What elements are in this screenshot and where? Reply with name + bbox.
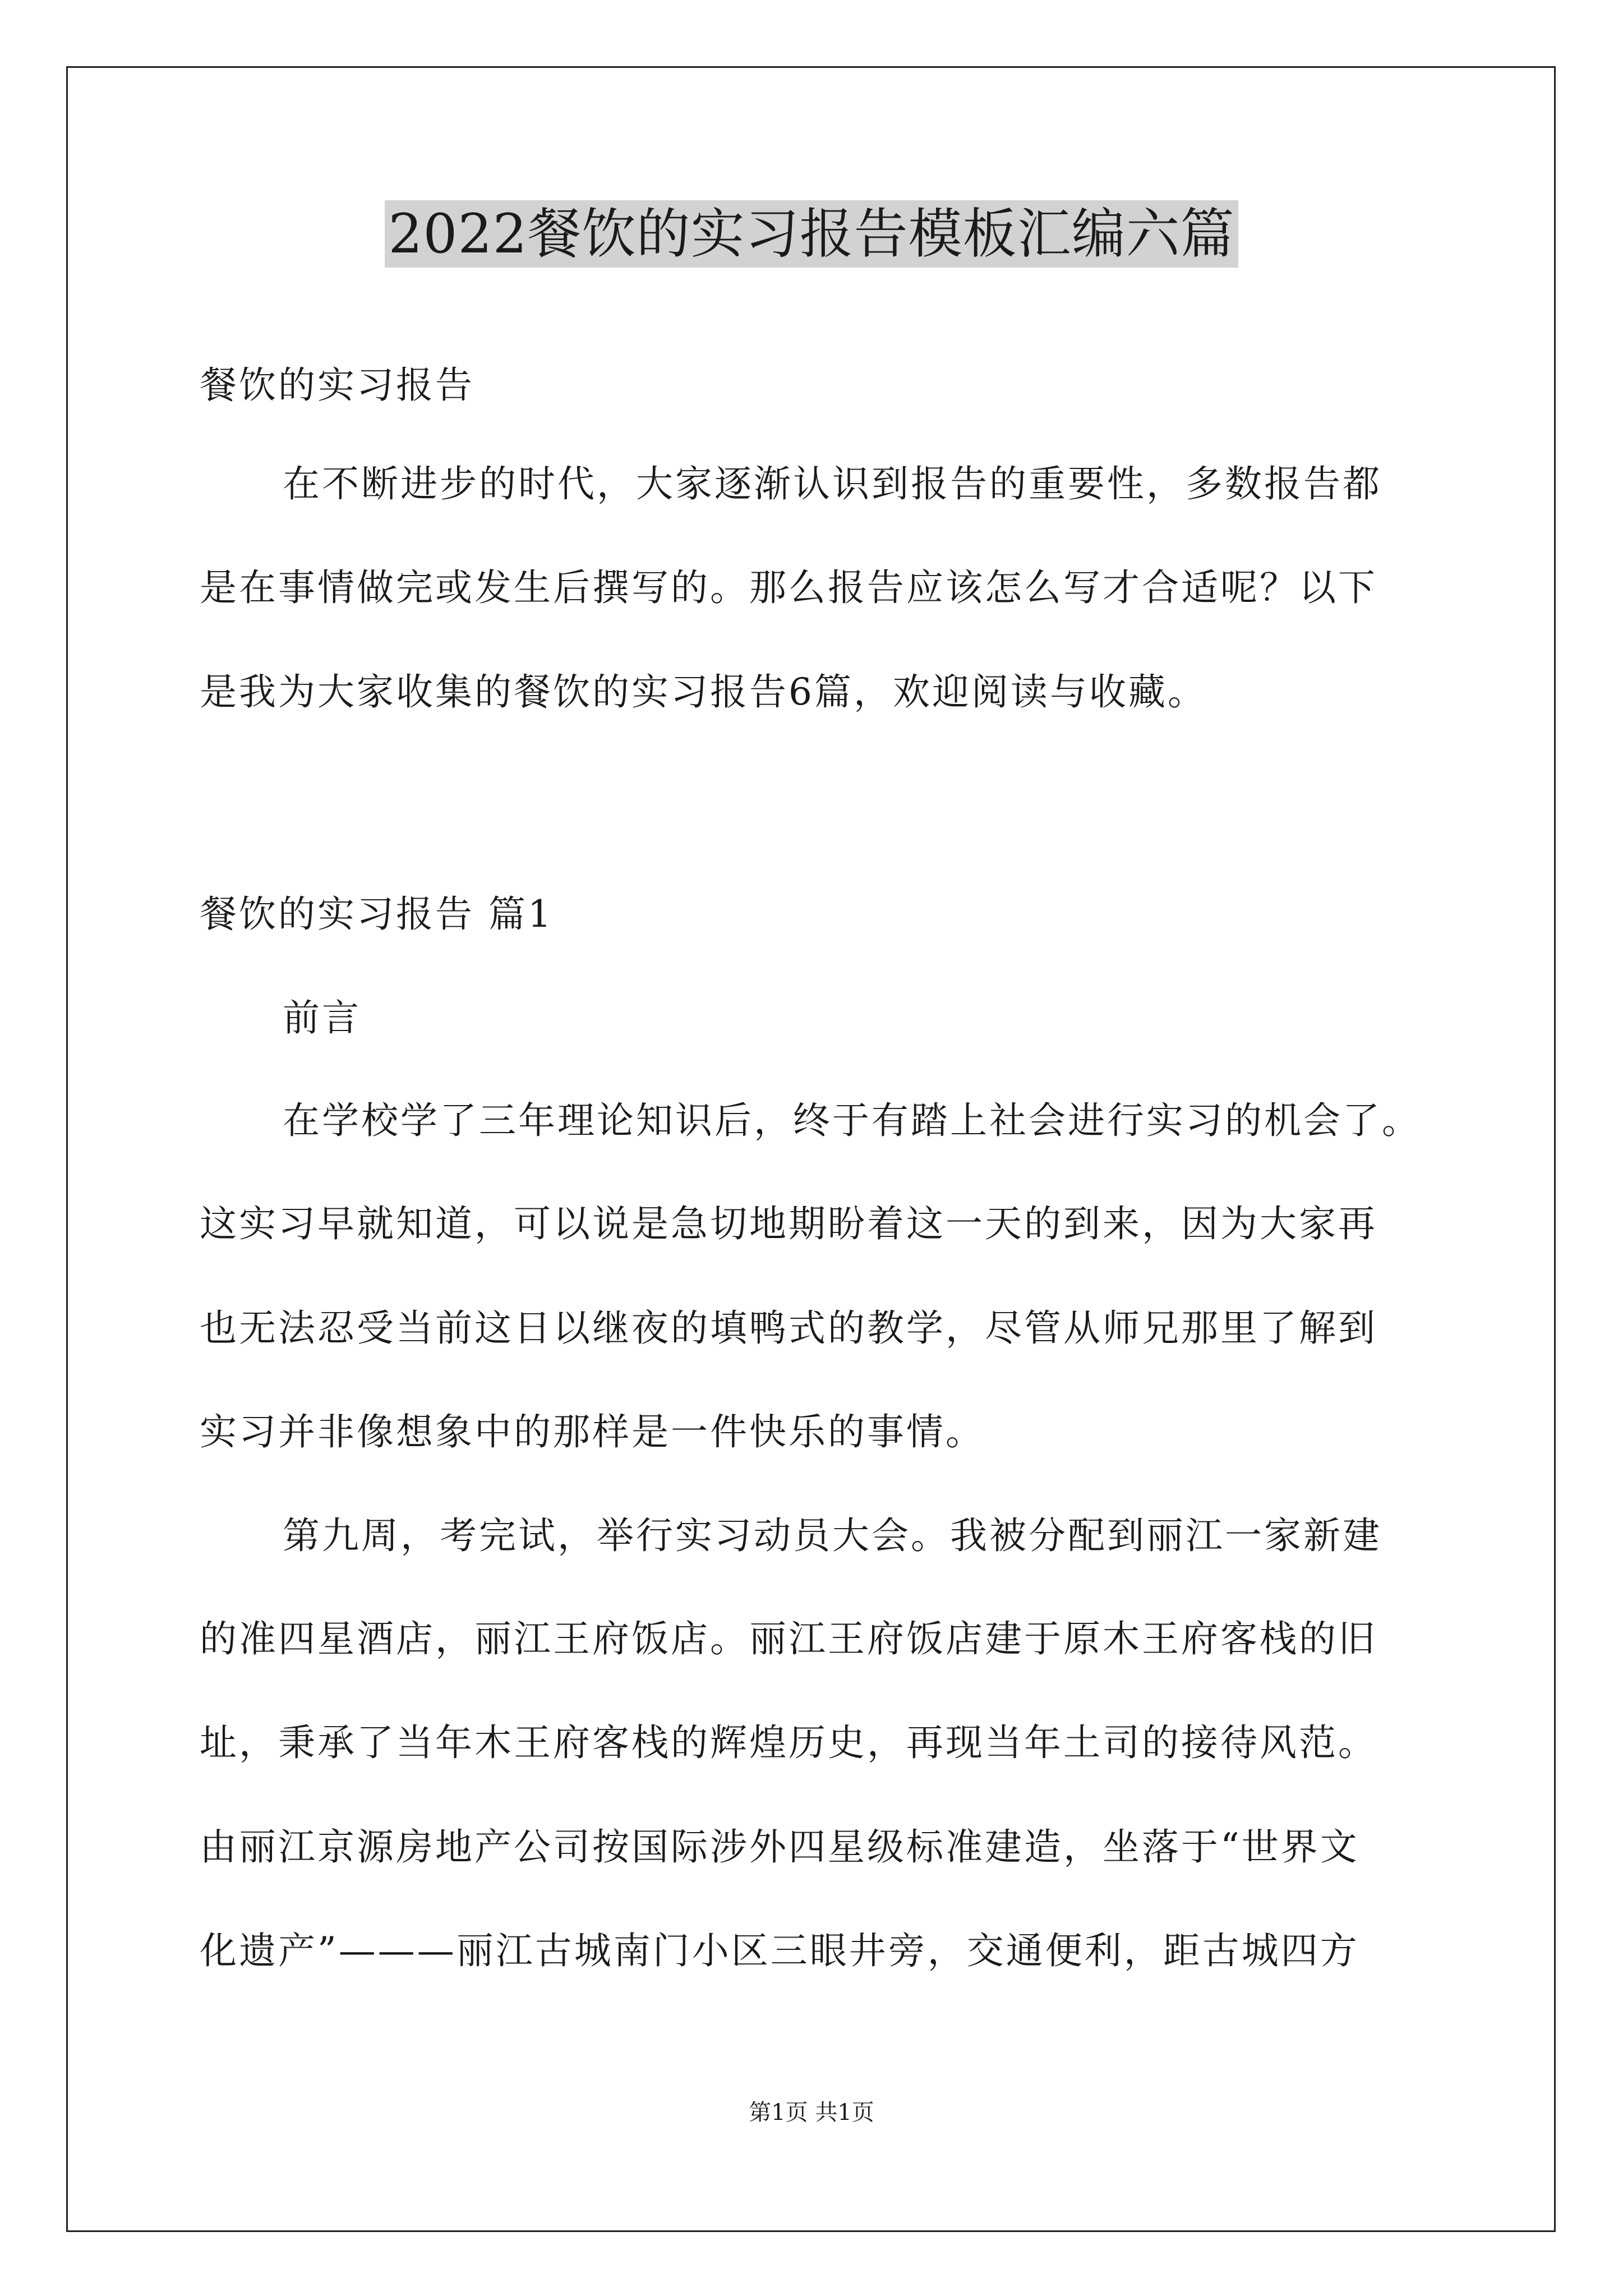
intro-line: 是我为大家收集的餐饮的实习报告6篇，欢迎阅读与收藏。 [200,670,1207,714]
paragraph-line: 的准四星酒店，丽江王府饭店。丽江王府饭店建于原木王府客栈的旧 [200,1617,1377,1660]
page-number-footer: 第1页 共1页 [749,2100,874,2125]
paragraph-line: 这实习早就知道，可以说是急切地期盼着这一天的到来，因为大家再 [200,1202,1377,1245]
intro-line: 在不断进步的时代，大家逐渐认识到报告的重要性，多数报告都 [283,462,1382,505]
document-title-text: 2022餐饮的实习报告模板汇编六篇 [385,200,1238,268]
document-title [0,197,1623,270]
section-heading-part1: 餐饮的实习报告 篇1 [200,892,554,936]
paragraph-line: 由丽江京源房地产公司按国际涉外四星级标准建造，坐落于“世界文 [200,1825,1359,1869]
paragraph-line: 址，秉承了当年木王府客栈的辉煌历史，再现当年土司的接待风范。 [200,1721,1377,1764]
paragraph-line: 在学校学了三年理论知识后，终于有踏上社会进行实习的机会了。 [283,1099,1421,1142]
intro-line: 是在事情做完或发生后撰写的。那么报告应该怎么写才合适呢？以下 [200,566,1377,609]
preface-label: 前言 [283,996,361,1039]
paragraph-line: 化遗产”———丽江古城南门小区三眼井旁，交通便利，距古城四方 [200,1929,1359,1972]
paragraph-line: 实习并非像想象中的那样是一件快乐的事情。 [200,1410,985,1453]
section-heading-main: 餐饮的实习报告 [200,364,474,407]
paragraph-line: 也无法忍受当前这日以继夜的填鸭式的教学，尽管从师兄那里了解到 [200,1306,1377,1350]
paragraph-line: 第九周，考完试，举行实习动员大会。我被分配到丽江一家新建 [283,1514,1382,1557]
